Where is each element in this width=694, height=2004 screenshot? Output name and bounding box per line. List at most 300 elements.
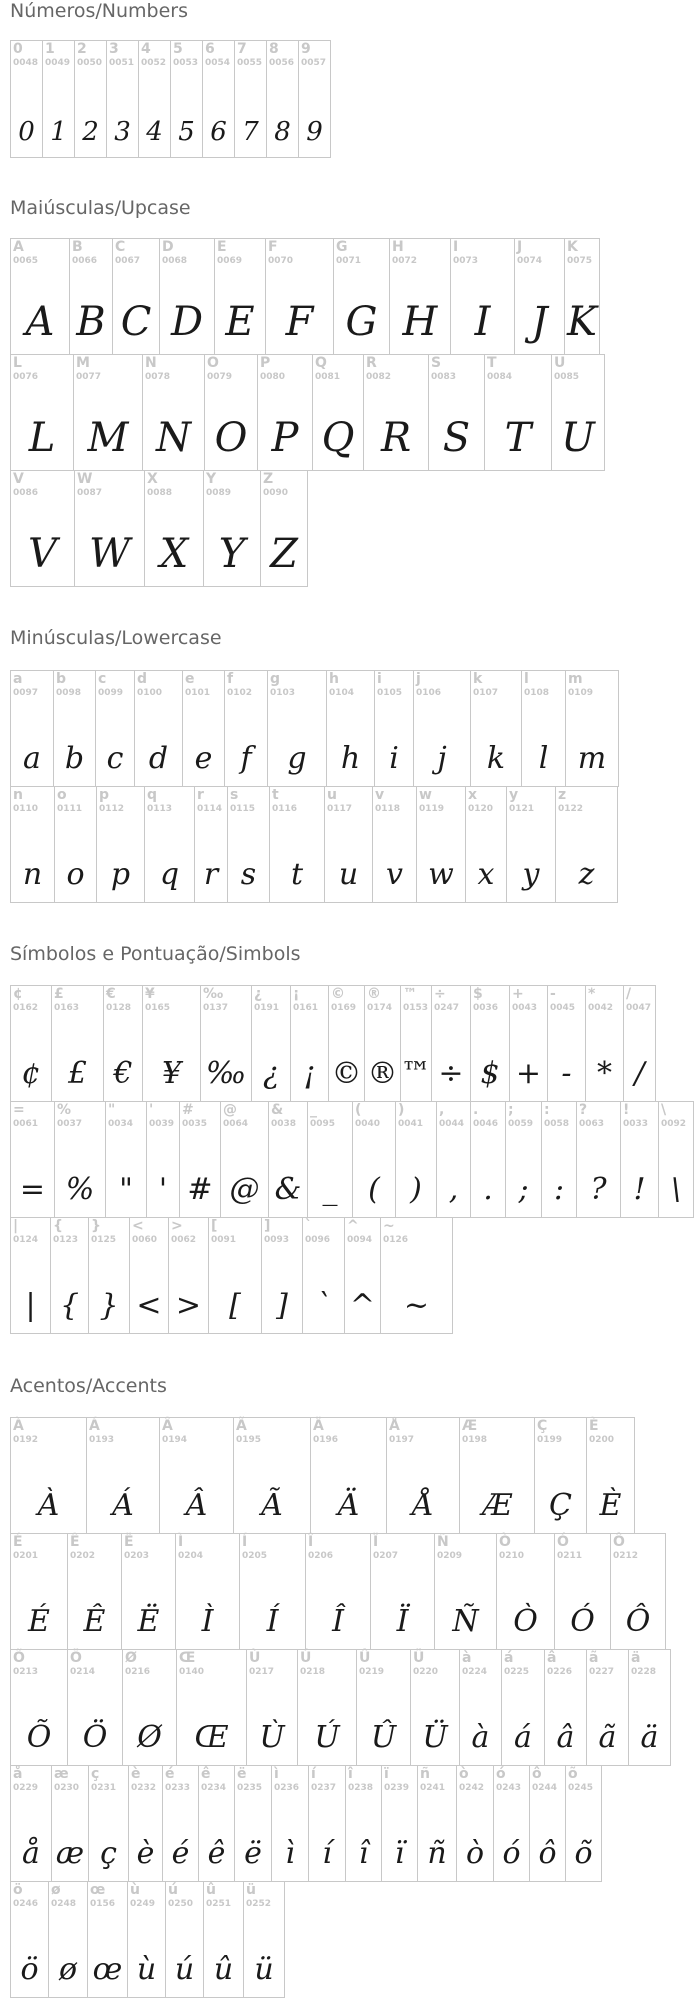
glyph-sample: Ö bbox=[82, 1720, 108, 1755]
glyph-cell-r bbox=[194, 786, 228, 903]
glyph-char-label: f bbox=[227, 671, 234, 687]
glyph-sample: L bbox=[28, 415, 56, 461]
glyph-row bbox=[10, 1765, 670, 1882]
glyph-code-label: 0073 bbox=[453, 256, 479, 266]
glyph-grid-numbers bbox=[10, 40, 330, 158]
glyph-code-label: 0218 bbox=[300, 1667, 326, 1677]
glyph-char-label: S bbox=[431, 355, 442, 371]
glyph-sample: $ bbox=[480, 1056, 500, 1091]
glyph-char-label: N bbox=[145, 355, 157, 371]
glyph-code-label: 0078 bbox=[145, 372, 171, 382]
glyph-code-label: 0034 bbox=[108, 1119, 134, 1129]
glyph-sample: 4 bbox=[146, 117, 163, 147]
glyph-sample: u bbox=[338, 857, 359, 892]
glyph-sample: E bbox=[225, 299, 255, 345]
glyph-code-label: 0239 bbox=[384, 1783, 410, 1793]
glyph-cell-exclamation bbox=[620, 1101, 659, 1218]
glyph-cell-ue6 bbox=[51, 1765, 89, 1882]
glyph-char-label: ç bbox=[91, 1766, 100, 1782]
glyph-sample: r bbox=[203, 857, 219, 892]
glyph-cell-slash bbox=[623, 985, 656, 1102]
glyph-sample: ~ bbox=[403, 1288, 430, 1323]
glyph-sample: í bbox=[322, 1836, 332, 1871]
glyph-code-label: 0232 bbox=[131, 1783, 157, 1793]
glyph-sample: 1 bbox=[50, 117, 67, 147]
glyph-sample: à bbox=[471, 1720, 490, 1755]
glyph-code-label: 0066 bbox=[72, 256, 98, 266]
glyph-code-label: 0059 bbox=[508, 1119, 534, 1129]
glyph-code-label: 0049 bbox=[45, 58, 71, 68]
glyph-char-label: Ú bbox=[300, 1650, 312, 1666]
glyph-code-label: 0206 bbox=[308, 1551, 334, 1561]
glyph-code-label: 0212 bbox=[613, 1551, 639, 1561]
glyph-code-label: 0070 bbox=[268, 256, 294, 266]
glyph-cell-inverted-question bbox=[251, 985, 291, 1102]
section-title-numbers: Números/Numbers bbox=[10, 0, 188, 22]
glyph-code-label: 0075 bbox=[567, 256, 593, 266]
glyph-code-label: 0248 bbox=[51, 1899, 77, 1909]
glyph-sample: t bbox=[290, 857, 304, 892]
glyph-cell-uf3 bbox=[493, 1765, 530, 1882]
glyph-sample: C bbox=[120, 299, 152, 345]
glyph-cell-cent bbox=[10, 985, 52, 1102]
glyph-cell-plus bbox=[509, 985, 548, 1102]
glyph-cell-right-paren bbox=[395, 1101, 437, 1218]
glyph-row bbox=[10, 985, 693, 1102]
glyph-sample: ( bbox=[368, 1172, 380, 1207]
glyph-cell-k-upper bbox=[564, 238, 600, 355]
glyph-cell-ucb bbox=[121, 1533, 176, 1650]
glyph-row bbox=[10, 786, 618, 903]
glyph-code-label: 0199 bbox=[537, 1435, 563, 1445]
glyph-char-label: % bbox=[57, 1102, 72, 1118]
glyph-code-label: 0055 bbox=[237, 58, 263, 68]
glyph-code-label: 0114 bbox=[197, 804, 223, 814]
glyph-code-label: 0038 bbox=[271, 1119, 297, 1129]
glyph-sample: û bbox=[213, 1952, 234, 1987]
glyph-code-label: 0252 bbox=[246, 1899, 272, 1909]
glyph-sample: = bbox=[19, 1172, 46, 1207]
glyph-char-label: { bbox=[53, 1218, 63, 1234]
glyph-sample: ã bbox=[598, 1720, 617, 1755]
glyph-char-label: ì bbox=[274, 1766, 279, 1782]
glyph-sample: < bbox=[136, 1288, 162, 1323]
glyph-char-label: Ô bbox=[613, 1534, 625, 1550]
glyph-sample: ¿ bbox=[262, 1056, 280, 1091]
glyph-cell-l bbox=[521, 670, 566, 787]
glyph-sample: q bbox=[159, 857, 180, 892]
glyph-sample: Z bbox=[270, 531, 298, 577]
glyph-cell-u bbox=[324, 786, 373, 903]
glyph-sample: f bbox=[240, 741, 252, 776]
glyph-sample: G bbox=[345, 299, 378, 345]
glyph-code-label: 0191 bbox=[254, 1003, 280, 1013]
glyph-code-label: 0079 bbox=[207, 372, 233, 382]
glyph-code-label: 0086 bbox=[13, 488, 39, 498]
glyph-sample: ì bbox=[285, 1836, 295, 1871]
glyph-char-label: _ bbox=[310, 1102, 317, 1118]
glyph-cell-ufa bbox=[165, 1881, 204, 1998]
glyph-code-label: 0069 bbox=[217, 256, 243, 266]
glyph-code-label: 0193 bbox=[89, 1435, 115, 1445]
glyph-char-label: ö bbox=[13, 1882, 23, 1898]
glyph-code-label: 0207 bbox=[373, 1551, 399, 1561]
glyph-code-label: 0220 bbox=[413, 1667, 439, 1677]
glyph-cell-uc7 bbox=[534, 1417, 587, 1534]
glyph-cell-right-brace bbox=[88, 1217, 130, 1334]
glyph-cell-uf6 bbox=[10, 1881, 49, 1998]
glyph-char-label: o bbox=[57, 787, 67, 803]
glyph-char-label: , bbox=[439, 1102, 445, 1118]
glyph-cell-q-upper bbox=[312, 354, 364, 471]
glyph-char-label: Û bbox=[359, 1650, 371, 1666]
glyph-code-label: 0250 bbox=[168, 1899, 194, 1909]
glyph-row bbox=[10, 1217, 693, 1334]
glyph-code-label: 0046 bbox=[473, 1119, 499, 1129]
glyph-cell-ud3 bbox=[554, 1533, 611, 1650]
glyph-char-label: ¿ bbox=[254, 986, 263, 1002]
glyph-code-label: 0054 bbox=[205, 58, 231, 68]
glyph-code-label: 0112 bbox=[99, 804, 125, 814]
glyph-code-label: 0216 bbox=[125, 1667, 151, 1677]
glyph-code-label: 0137 bbox=[203, 1003, 229, 1013]
glyph-char-label: õ bbox=[568, 1766, 578, 1782]
glyph-sample: , bbox=[448, 1172, 459, 1207]
glyph-cell-uc8 bbox=[586, 1417, 635, 1534]
glyph-char-label: m bbox=[568, 671, 583, 687]
glyph-char-label: [ bbox=[211, 1218, 218, 1234]
glyph-char-label: È bbox=[589, 1418, 599, 1434]
glyph-cell-t-upper bbox=[484, 354, 552, 471]
glyph-char-label: Ñ bbox=[437, 1534, 449, 1550]
glyph-sample: h bbox=[340, 741, 361, 776]
glyph-cell-inverted-exclamation bbox=[290, 985, 329, 1102]
glyph-char-label: 6 bbox=[205, 41, 215, 57]
glyph-sample: v bbox=[386, 857, 403, 892]
glyph-code-label: 0219 bbox=[359, 1667, 385, 1677]
glyph-char-label: W bbox=[77, 471, 93, 487]
glyph-sample: b bbox=[64, 741, 85, 776]
glyph-sample: & bbox=[274, 1172, 302, 1207]
glyph-sample: ‰ bbox=[205, 1056, 247, 1091]
glyph-sample: + bbox=[515, 1056, 542, 1091]
glyph-sample: % bbox=[65, 1172, 95, 1207]
section-title-upcase: Maiúsculas/Upcase bbox=[10, 197, 191, 219]
glyph-cell-hash bbox=[179, 1101, 221, 1218]
glyph-cell-ampersand bbox=[268, 1101, 308, 1218]
glyph-sample: ê bbox=[207, 1836, 226, 1871]
glyph-sample: N bbox=[156, 415, 191, 461]
glyph-sample: Ü bbox=[422, 1720, 448, 1755]
glyph-char-label: Ø bbox=[125, 1650, 137, 1666]
glyph-char-label: ò bbox=[459, 1766, 469, 1782]
glyph-code-label: 0050 bbox=[77, 58, 103, 68]
glyph-cell-ud4 bbox=[610, 1533, 666, 1650]
glyph-char-label: g bbox=[270, 671, 281, 687]
glyph-char-label: Ë bbox=[124, 1534, 134, 1550]
glyph-char-label: À bbox=[13, 1418, 24, 1434]
glyph-char-label: í bbox=[311, 1766, 316, 1782]
glyph-code-label: 0108 bbox=[524, 688, 550, 698]
glyph-code-label: 0065 bbox=[13, 256, 39, 266]
glyph-code-label: 0210 bbox=[499, 1551, 525, 1561]
glyph-sample: ™ bbox=[401, 1056, 431, 1091]
glyph-char-label: / bbox=[626, 986, 632, 1002]
glyph-sample: O bbox=[214, 415, 248, 461]
glyph-code-label: 0048 bbox=[13, 58, 39, 68]
glyph-sample: Ä bbox=[337, 1488, 360, 1523]
glyph-cell-g-upper bbox=[333, 238, 390, 355]
glyph-row bbox=[10, 670, 618, 787]
glyph-char-label: i bbox=[377, 671, 382, 687]
glyph-cell-5 bbox=[170, 40, 203, 158]
glyph-char-label: 7 bbox=[237, 41, 247, 57]
glyph-cell-ucc bbox=[175, 1533, 240, 1650]
glyph-char-label: á bbox=[504, 1650, 514, 1666]
glyph-char-label: 1 bbox=[45, 41, 55, 57]
glyph-code-label: 0121 bbox=[509, 804, 535, 814]
glyph-code-label: 0241 bbox=[420, 1783, 446, 1793]
glyph-char-label: u bbox=[327, 787, 337, 803]
glyph-char-label: è bbox=[131, 1766, 141, 1782]
section-title-symbols: Símbolos e Pontuação/Simbols bbox=[10, 943, 301, 965]
glyph-sample: ë bbox=[244, 1836, 262, 1871]
glyph-char-label: ñ bbox=[420, 1766, 430, 1782]
glyph-cell-ue3 bbox=[586, 1649, 629, 1766]
glyph-cell-0 bbox=[10, 40, 43, 158]
glyph-row bbox=[10, 470, 604, 587]
glyph-cell-i-upper bbox=[450, 238, 515, 355]
section-title-lowercase: Minúsculas/Lowercase bbox=[10, 627, 222, 649]
glyph-code-label: 0204 bbox=[178, 1551, 204, 1561]
glyph-char-label: Ã bbox=[236, 1418, 247, 1434]
glyph-sample: P bbox=[271, 415, 299, 461]
glyph-cell-greater-than bbox=[168, 1217, 209, 1334]
glyph-char-label: ‰ bbox=[203, 986, 224, 1002]
glyph-char-label: : bbox=[544, 1102, 550, 1118]
glyph-char-label: Ó bbox=[557, 1534, 569, 1550]
glyph-char-label: ™ bbox=[403, 986, 417, 1002]
glyph-sample: á bbox=[514, 1720, 532, 1755]
glyph-code-label: 0107 bbox=[473, 688, 499, 698]
glyph-char-label: î bbox=[348, 1766, 353, 1782]
glyph-char-label: ' bbox=[149, 1102, 154, 1118]
glyph-char-label: Ü bbox=[413, 1650, 425, 1666]
glyph-cell-divide bbox=[431, 985, 471, 1102]
glyph-cell-u152 bbox=[176, 1649, 247, 1766]
glyph-char-label: ä bbox=[631, 1650, 641, 1666]
glyph-cell-ucd bbox=[239, 1533, 306, 1650]
glyph-code-label: 0035 bbox=[182, 1119, 208, 1129]
glyph-sample: Æ bbox=[481, 1488, 513, 1523]
glyph-sample: g bbox=[287, 741, 307, 776]
glyph-char-label: & bbox=[271, 1102, 284, 1118]
glyph-code-label: 0111 bbox=[57, 804, 83, 814]
glyph-char-label: s bbox=[230, 787, 239, 803]
glyph-char-label: ¢ bbox=[13, 986, 23, 1002]
glyph-cell-asterisk bbox=[585, 985, 624, 1102]
glyph-char-label: # bbox=[182, 1102, 194, 1118]
glyph-sample: Å bbox=[412, 1488, 434, 1523]
glyph-char-label: E bbox=[217, 239, 227, 255]
glyph-code-label: 0040 bbox=[355, 1119, 381, 1129]
glyph-code-label: 0245 bbox=[568, 1783, 594, 1793]
glyph-char-label: e bbox=[185, 671, 195, 687]
glyph-sample: Œ bbox=[194, 1720, 229, 1755]
glyph-sample: ) bbox=[410, 1172, 422, 1207]
glyph-cell-right-bracket bbox=[261, 1217, 303, 1334]
glyph-cell-udb bbox=[356, 1649, 411, 1766]
glyph-sample: Q bbox=[321, 415, 355, 461]
glyph-code-label: 0060 bbox=[132, 1235, 158, 1245]
glyph-char-label: â bbox=[547, 1650, 557, 1666]
glyph-code-label: 0058 bbox=[544, 1119, 570, 1129]
glyph-code-label: 0082 bbox=[366, 372, 392, 382]
glyph-char-label: ( bbox=[355, 1102, 362, 1118]
glyph-cell-double-quote bbox=[105, 1101, 147, 1218]
glyph-cell-9 bbox=[298, 40, 331, 158]
glyph-char-label: ? bbox=[579, 1102, 588, 1118]
glyph-cell-y bbox=[506, 786, 556, 903]
glyph-sample: Ñ bbox=[452, 1604, 479, 1639]
glyph-cell-ue8 bbox=[128, 1765, 163, 1882]
glyph-code-label: 0214 bbox=[70, 1667, 96, 1677]
glyph-sample: ú bbox=[174, 1952, 195, 1987]
glyph-sample: B bbox=[76, 299, 106, 345]
glyph-char-label: ÷ bbox=[434, 986, 446, 1002]
glyph-sample: J bbox=[531, 299, 548, 345]
glyph-sample: 9 bbox=[306, 117, 323, 147]
glyph-char-label: h bbox=[329, 671, 339, 687]
glyph-code-label: 0037 bbox=[57, 1119, 83, 1129]
glyph-sample: \ bbox=[670, 1172, 682, 1207]
glyph-code-label: 0233 bbox=[165, 1783, 191, 1793]
glyph-cell-j bbox=[413, 670, 471, 787]
glyph-char-label: 9 bbox=[301, 41, 311, 57]
glyph-code-label: 0198 bbox=[462, 1435, 488, 1445]
glyph-char-label: Ì bbox=[178, 1534, 184, 1550]
glyph-char-label: à bbox=[462, 1650, 472, 1666]
glyph-code-label: 0100 bbox=[137, 688, 163, 698]
glyph-sample: Ù bbox=[259, 1720, 285, 1755]
glyph-code-label: 0113 bbox=[147, 804, 173, 814]
glyph-sample: [ bbox=[229, 1288, 241, 1323]
glyph-code-label: 0128 bbox=[106, 1003, 132, 1013]
glyph-sample: Â bbox=[185, 1488, 208, 1523]
glyph-code-label: 0067 bbox=[115, 256, 141, 266]
glyph-char-label: ü bbox=[246, 1882, 256, 1898]
glyph-code-label: 0251 bbox=[206, 1899, 232, 1909]
glyph-sample: Ê bbox=[83, 1604, 106, 1639]
glyph-sample: T bbox=[504, 415, 532, 461]
glyph-sample: 5 bbox=[178, 117, 195, 147]
glyph-char-label: å bbox=[13, 1766, 23, 1782]
glyph-code-label: 0099 bbox=[98, 688, 124, 698]
glyph-char-label: £ bbox=[54, 986, 64, 1002]
glyph-cell-3 bbox=[106, 40, 139, 158]
glyph-cell-uee bbox=[345, 1765, 382, 1882]
glyph-code-label: 0126 bbox=[383, 1235, 409, 1245]
glyph-row bbox=[10, 354, 604, 471]
glyph-cell-ue5 bbox=[10, 1765, 52, 1882]
glyph-char-label: ú bbox=[168, 1882, 178, 1898]
glyph-char-label: \ bbox=[661, 1102, 667, 1118]
glyph-cell-o-upper bbox=[204, 354, 258, 471]
glyph-sample: È bbox=[599, 1488, 622, 1523]
glyph-sample: ¥ bbox=[161, 1056, 182, 1091]
glyph-sample: } bbox=[99, 1288, 119, 1323]
glyph-sample: ò bbox=[465, 1836, 485, 1871]
glyph-sample: ® bbox=[367, 1056, 398, 1091]
glyph-sample: " bbox=[119, 1172, 133, 1207]
glyph-cell-u153 bbox=[87, 1881, 128, 1998]
glyph-code-label: 0064 bbox=[223, 1119, 249, 1129]
glyph-sample: Ó bbox=[570, 1604, 595, 1639]
glyph-cell-underscore bbox=[307, 1101, 353, 1218]
glyph-char-label: Î bbox=[308, 1534, 314, 1550]
glyph-cell-uec bbox=[271, 1765, 309, 1882]
glyph-char-label: P bbox=[260, 355, 271, 371]
glyph-cell-f-upper bbox=[265, 238, 334, 355]
glyph-char-label: R bbox=[366, 355, 377, 371]
glyph-sample: ¢ bbox=[21, 1056, 41, 1091]
glyph-char-label: 0 bbox=[13, 41, 23, 57]
glyph-char-label: q bbox=[147, 787, 158, 803]
glyph-cell-b-upper bbox=[69, 238, 113, 355]
glyph-cell-less-than bbox=[129, 1217, 169, 1334]
glyph-char-label: Õ bbox=[13, 1650, 25, 1666]
glyph-sample: s bbox=[240, 857, 257, 892]
glyph-cell-f bbox=[224, 670, 268, 787]
glyph-cell-n bbox=[10, 786, 55, 903]
glyph-char-label: € bbox=[106, 986, 116, 1002]
glyph-cell-ue9 bbox=[162, 1765, 199, 1882]
glyph-cell-question bbox=[576, 1101, 621, 1218]
glyph-cell-backslash bbox=[658, 1101, 694, 1218]
glyph-cell-r-upper bbox=[363, 354, 429, 471]
glyph-code-label: 0053 bbox=[173, 58, 199, 68]
glyph-cell-d bbox=[134, 670, 183, 787]
glyph-char-label: > bbox=[171, 1218, 183, 1234]
glyph-cell-h-upper bbox=[389, 238, 451, 355]
glyph-char-label: Y bbox=[206, 471, 217, 487]
glyph-sample: £ bbox=[67, 1056, 88, 1091]
glyph-grid-lowercase bbox=[10, 670, 618, 903]
glyph-cell-uc2 bbox=[159, 1417, 234, 1534]
glyph-sample: å bbox=[22, 1836, 40, 1871]
glyph-sample: ñ bbox=[427, 1836, 447, 1871]
glyph-code-label: 0088 bbox=[147, 488, 173, 498]
glyph-cell-g bbox=[267, 670, 327, 787]
glyph-cell-e-upper bbox=[214, 238, 266, 355]
glyph-code-label: 0093 bbox=[264, 1235, 290, 1245]
glyph-cell-comma bbox=[436, 1101, 471, 1218]
glyph-cell-ud9 bbox=[246, 1649, 298, 1766]
glyph-cell-n-upper bbox=[142, 354, 205, 471]
glyph-char-label: ¡ bbox=[293, 986, 300, 1002]
glyph-sample: â bbox=[556, 1720, 575, 1755]
glyph-code-label: 0124 bbox=[13, 1235, 39, 1245]
glyph-cell-uc9 bbox=[10, 1533, 68, 1650]
glyph-char-label: D bbox=[162, 239, 174, 255]
glyph-sample: ù bbox=[136, 1952, 157, 1987]
glyph-code-label: 0247 bbox=[434, 1003, 460, 1013]
glyph-cell-s bbox=[227, 786, 270, 903]
glyph-code-label: 0043 bbox=[512, 1003, 538, 1013]
glyph-char-label: K bbox=[567, 239, 578, 255]
glyph-sample: Î bbox=[332, 1604, 344, 1639]
glyph-sample: ! bbox=[633, 1172, 646, 1207]
